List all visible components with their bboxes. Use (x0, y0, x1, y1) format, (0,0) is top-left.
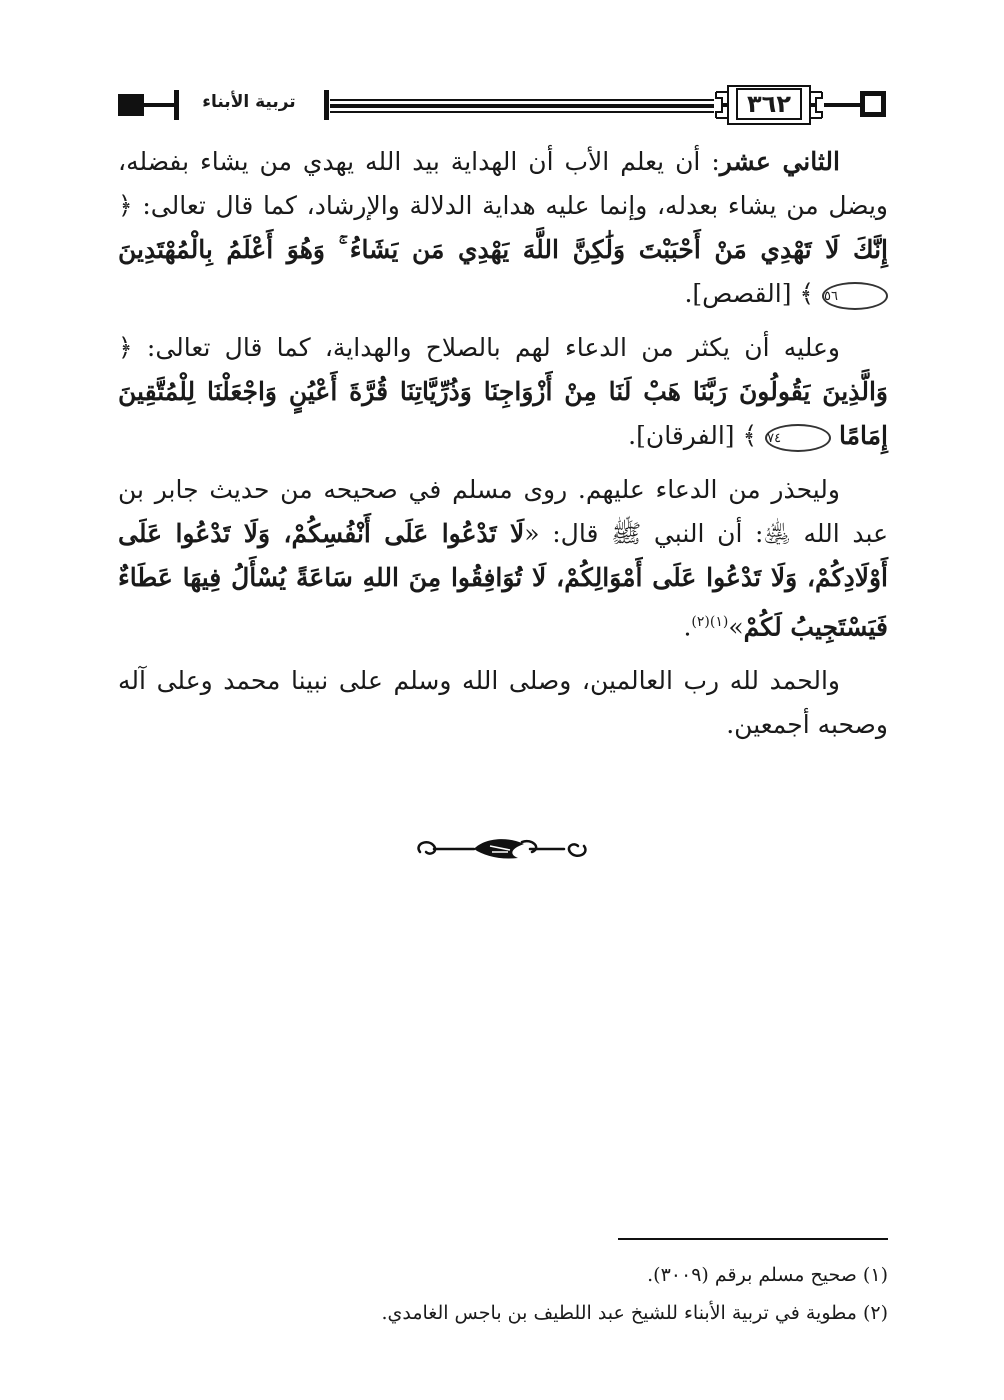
section-divider-ornament (412, 834, 592, 864)
header-ornament-line (824, 103, 860, 107)
header-ornament-block (118, 94, 144, 116)
header-rule (330, 104, 714, 108)
running-title: تربية الأبناء (202, 92, 296, 112)
point-heading: الثاني عشر (719, 147, 840, 176)
sentence-end: . (683, 612, 692, 642)
paragraph-text: وعليه أن يكثر من الدعاء لهم بالصلاح والهداية، كما قال تعالى: (146, 333, 840, 362)
main-text (118, 140, 888, 757)
paragraph-text: وليحذر من الدعاء عليهم. روى مسلم في صحيحه من حديث جابر بن عبد الله ﵁: أن النبي ﷺ قال: « (118, 475, 888, 548)
surah-source: [الفرقان]. (628, 421, 735, 450)
page-header (118, 84, 888, 128)
surah-source: [القصص]. (684, 279, 792, 308)
header-ornament-bar (324, 90, 329, 120)
header-rule (330, 99, 714, 101)
footnote: (١) صحيح مسلم برقم (٣٠٠٩). (647, 1264, 888, 1286)
hadith-quote-close: » (728, 612, 744, 642)
header-ornament-line (144, 103, 176, 107)
quran-bracket-open: ﴿ (118, 191, 133, 220)
footnotes (118, 1256, 888, 1332)
quran-bracket-close: ﴾ (742, 421, 758, 450)
header-rule (330, 111, 714, 113)
quran-verse: إِنَّكَ لَا تَهْدِي مَنْ أَحْبَبْتَ وَلَٰكِنَّ اللَّهَ يَهْدِي مَن يَشَاءُ ۚ وَهُوَ أَعْلَمُ بِالْمُهْتَدِينَ (118, 235, 888, 264)
footnote: (٢) مطوية في تربية الأبناء للشيخ عبد اللطيف بن باجس الغامدي. (381, 1302, 888, 1324)
paragraph-guidance (118, 140, 888, 316)
paragraph-hadith (118, 468, 888, 649)
verse-number: ٥٦ (822, 282, 888, 310)
quran-verse: وَالَّذِينَ يَقُولُونَ رَبَّنَا هَبْ لَنَا مِنْ أَزْوَاجِنَا وَذُرِّيَّاتِنَا قُرَّةَ أَعْيُنٍ وَاجْعَلْنَا لِلْمُتَّقِينَ إِمَامًا (118, 377, 888, 450)
header-ornament-bar (174, 90, 179, 120)
paragraph-dua (118, 326, 888, 458)
quran-bracket-close: ﴾ (799, 279, 815, 308)
footnote-refs: (١)(٢) (691, 614, 729, 630)
verse-number: ٧٤ (765, 424, 831, 452)
header-ornament-box (860, 91, 886, 117)
footnote-separator (618, 1238, 888, 1240)
hadith-text: لَا تَدْعُوا عَلَى أَنْفُسِكُمْ، وَلَا تَدْعُوا عَلَى أَوْلَادِكُمْ، وَلَا تَدْعُوا عَلَى أَمْوَالِكُمْ، لَا تُوَافِقُوا مِنَ اللهِ سَاعَةً يُسْأَلُ فِيهَا عَطَاءٌ فَيَسْتَجِيبُ لَكُمْ (118, 519, 888, 642)
paragraph-closing (118, 659, 888, 747)
paragraph-text: والحمد لله رب العالمين، وصلى الله وسلم على نبينا محمد وعلى آله وصحبه أجمعين. (118, 666, 888, 740)
page-number: ٣٦٢ (736, 88, 802, 120)
paragraph-text: : أن يعلم الأب أن الهداية بيد الله يهدي من يشاء بفضله، ويضل من يشاء بعدله، وإنما عليه هداية الدلالة والإرشاد، كما قال تعالى: (118, 147, 888, 220)
quran-bracket-open: ﴿ (118, 333, 133, 362)
